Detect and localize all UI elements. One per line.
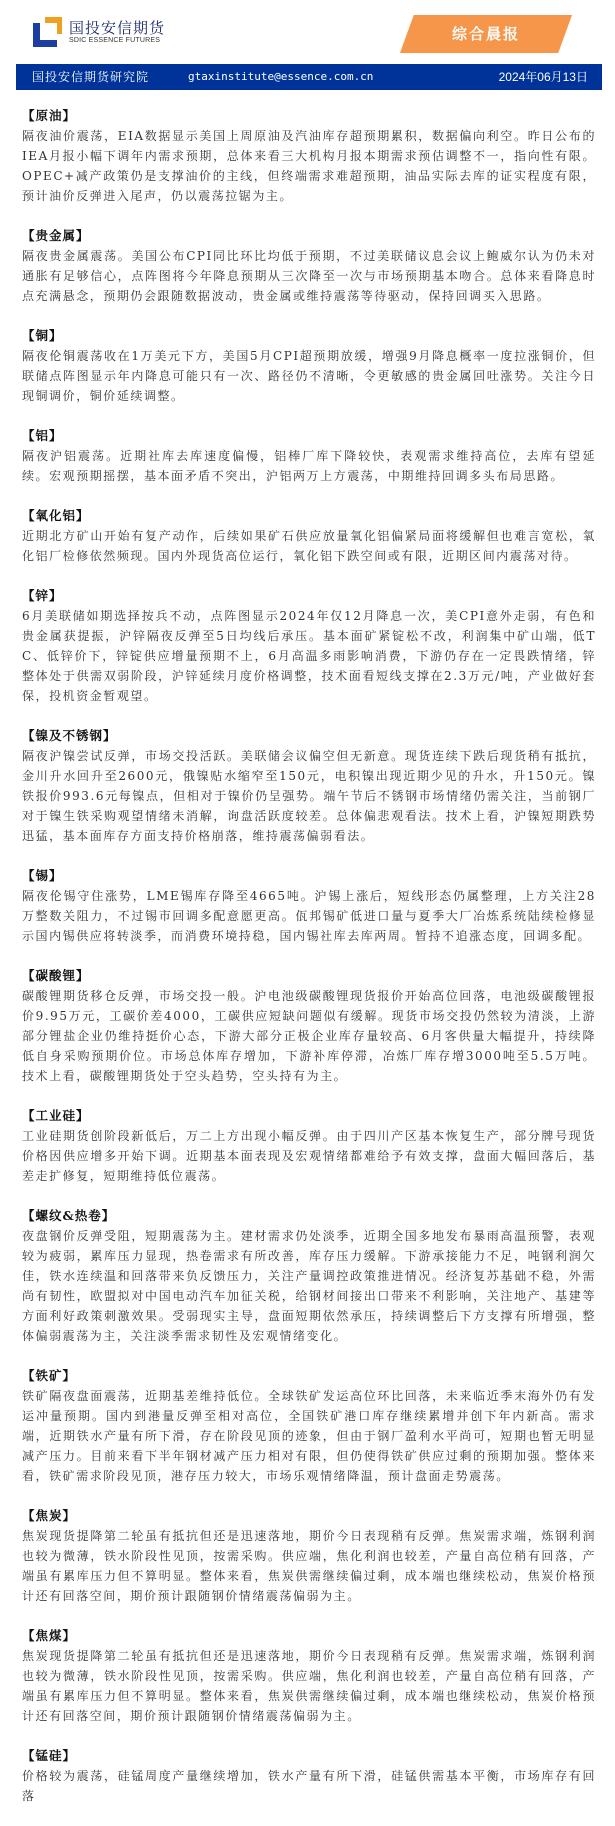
section-body: 焦炭现货提降第二轮虽有抵抗但还是迅速落地，期价今日表现稍有反弹。焦炭需求端，炼钢利润也较为微薄，铁水阶段性见顶，按需采购。供应端，焦化利润也较差，产量自高位稍有回落，产端虽有累库压力但不算明显。整体来看，焦炭供需继续偏过剩，成本端也继续松动，焦炭价格预计还有回落空间，期价预计跟随钢价情绪震荡偏弱为主。 [22, 1649, 596, 1723]
section-title: 【锰硅】 [22, 1748, 77, 1763]
section-title: 【螺纹&热卷】 [22, 1208, 116, 1223]
company-logo [33, 15, 166, 49]
section-title: 【铜】 [22, 328, 63, 343]
section-body: 工业硅期货创阶段新低后，万二上方出现小幅反弹。由于四川产区基本恢复生产，部分牌号现货价格因供应增多开始下调。近期基本面表现及宏观情绪都难给予有效支撑，盘面大幅回落后，基差走扩修复，短期维持低位震荡。 [22, 1129, 596, 1183]
report-content [22, 106, 596, 1826]
report-date: 2024年06月13日 [498, 70, 588, 84]
contact-email[interactable]: gtaxinstitute@essence.com.cn [188, 70, 374, 83]
section-title: 【原油】 [22, 108, 77, 123]
logo-chinese-name: 国投安信期货 [69, 19, 166, 37]
section-title: 【锌】 [22, 588, 63, 603]
section-coke [22, 1506, 596, 1606]
section-title: 【铝】 [22, 428, 63, 443]
info-band [16, 64, 602, 90]
section-title: 【镍及不锈钢】 [22, 728, 117, 743]
section-zinc [22, 586, 596, 706]
section-body: 焦炭现货提降第二轮虽有抵抗但还是迅速落地，期价今日表现稍有反弹。焦炭需求端，炼钢利润也较为微薄，铁水阶段性见顶，按需采购。供应端，焦化利润也较差，产量自高位稍有回落，产端虽有累库压力但不算明显。整体来看，焦炭供需继续偏过剩，成本端也继续松动，焦炭价格预计还有回落空间，期价预计跟随钢价情绪震荡偏弱为主。 [22, 1529, 596, 1603]
report-type-label: 综合晨报 [451, 25, 520, 43]
report-type-tag [400, 15, 572, 53]
logo-english-name: SDIC ESSENCE FUTURES [69, 37, 161, 44]
section-body: 近期北方矿山开始有复产动作，后续如果矿石供应放量氧化铝偏紧局面将缓解但也难言宽松，氧化铝厂检修依然频现。国内外现货高位运行，氧化铝下跌空间或有限，近期区间内震荡对待。 [22, 529, 596, 563]
section-body: 隔夜伦铜震荡收在1万美元下方，美国5月CPI超预期放缓，增强9月降息概率一度拉涨铜价，但联储点阵图显示年内降息可能只有一次、路径仍不清晰，令更敏感的贵金属回吐涨势。关注今日现铜调价，铜价延续调整。 [22, 349, 596, 403]
section-body: 隔夜沪铝震荡。近期社库去库速度偏慢，铝棒厂库下降较快，表观需求维持高位，去库有望延续。宏观预期摇摆，基本面矛盾不突出，沪铝两万上方震荡，中期维持回调多头布局思路。 [22, 449, 596, 483]
section-body: 隔夜贵金属震荡。美国公布CPI同比环比均低于预期，不过美联储议息会议上鲍威尔认为仍未对通胀有足够信心，点阵图将今年降息预期从三次降至一次与市场预期基本吻合。总体来看降息时点充满悬念，预期仍会跟随数据波动，贵金属或维持震荡等待驱动，保持回调买入思路。 [22, 249, 596, 303]
section-title: 【锡】 [22, 868, 63, 883]
section-body: 隔夜油价震荡，EIA数据显示美国上周原油及汽油库存超预期累积，数据偏向利空。昨日公布的IEA月报小幅下调年内需求预期，总体来看三大机构月报本期需求预估调整不一，指向性有限。OPEC+减产政策仍是支撑油价的主线，但终端需求难超预期，油品实际去库的证实程度有限，预计油价反弹进入尾声，仍以震荡拉锯为主。 [22, 129, 596, 203]
section-body: 夜盘钢价反弹受阻，短期震荡为主。建材需求仍处淡季，近期全国多地发布暴雨高温预警，表观较为疲弱，累库压力显现，热卷需求有所改善，库存压力缓解。下游承接能力不足，吨钢利润欠佳，铁水连续温和回落带来负反馈压力，关注产量调控政策推进情况。经济复苏基础不稳，外需尚有韧性，欧盟拟对中国电动汽车加征关税，给钢材间接出口带来不利影响，关注地产、基建等方面利好政策刺激效果。受弱现实主导，盘面短期依然承压，持续调整后下方支撑有所增强，整体偏弱震荡为主，关注淡季需求韧性及宏观情绪变化。 [22, 1229, 596, 1343]
section-alumina [22, 506, 596, 566]
section-title: 【贵金属】 [22, 228, 90, 243]
section-title: 【焦煤】 [22, 1628, 77, 1643]
section-precious-metals [22, 226, 596, 306]
section-nickel-stainless [22, 726, 596, 846]
section-copper [22, 326, 596, 406]
section-coking-coal [22, 1626, 596, 1726]
section-crude-oil [22, 106, 596, 206]
section-body: 碳酸锂期货移仓反弹，市场交投一般。沪电池级碳酸锂现货报价开始高位回落，电池级碳酸锂报价9.95万元，工碳价差4000，工碳供应短缺问题似有缓解。现货市场交投仍然较为清淡，上游部分锂盐企业仍维持挺价心态，下游大部分正极企业库存量较高、6月客供量大幅提升，持续降低自身采购预期价位。市场总体库存增加，下游补库停滞，冶炼厂库存增3000吨至5.5万吨。技术上看，碳酸锂期货处于空头趋势，空头持有为主。 [22, 989, 596, 1083]
section-aluminum [22, 426, 596, 486]
section-tin [22, 866, 596, 946]
section-body: 6月美联储如期选择按兵不动，点阵图显示2024年仅12月降息一次，美CPI意外走弱，有色和贵金属获提振，沪锌隔夜反弹至5日均线后承压。基本面矿紧锭松不改，利润集中矿山端，低TC、低锌价下，锌锭供应增量预期不上，6月高温多雨影响消费，下游仍存在一定畏跌情绪，锌整体处于供需双弱阶段，沪锌延续月度价格调整，技术面看短线支撑在2.3万元/吨，产业做好套保，投机资金暂观望。 [22, 609, 596, 703]
logo-mark-icon [33, 17, 63, 47]
section-body: 隔夜沪镍尝试反弹，市场交投活跃。美联储会议偏空但无新意。现货连续下跌后现货稍有抵抗，金川升水回升至2600元，俄镍贴水缩窄至150元，电积镍出现近期少见的升水，升150元。镍铁报价993.6元每镍点，但相对于镍价仍呈强势。端午节后不锈钢市场情绪仍需关注，当前钢厂对于镍生铁采购观望情绪未消解，询盘活跃度较差。总体偏悲观看法。技术上看，沪镍短期跌势迅猛，基本面库存方面支持价格崩落，维持震荡偏弱看法。 [22, 749, 596, 843]
section-body: 隔夜伦锡守住涨势，LME锡库存降至4665吨。沪锡上涨后，短线形态仍属整理，上方关注28万整数关阻力，不过锡市回调多配意愿更高。佤邦锡矿低进口量与夏季大厂冶炼系统陆续检修显示国内锡供应将转淡季，而消费环境持稳，国内锡社库去库两周。暂持不追涨态度，回调多配。 [22, 889, 596, 943]
section-iron-ore [22, 1366, 596, 1486]
section-title: 【工业硅】 [22, 1108, 90, 1123]
section-rebar-hot-coil [22, 1206, 596, 1346]
section-silicomanganese [22, 1746, 596, 1806]
section-title: 【碳酸锂】 [22, 968, 90, 983]
section-title: 【焦炭】 [22, 1508, 77, 1523]
section-body: 铁矿隔夜盘面震荡，近期基差维持低位。全球铁矿发运高位环比回落，未来临近季末海外仍有发运冲量预期。国内到港量反弹至相对高位，全国铁矿港口库存继续累增并创下年内新高。需求端，近期铁水产量有所下滑，存在阶段见顶的迹象，但由于钢厂盈利水平尚可，短期也暂无明显减产压力。目前来看下半年钢材减产压力相对有限，但仍使得铁矿供应过剩的预期加强。整体来看，铁矿需求阶段见顶，港存压力较大，市场乐观情绪降温，预计盘面走势震荡。 [22, 1389, 596, 1483]
section-body: 价格较为震荡，硅锰周度产量继续增加，铁水产量有所下滑，硅锰供需基本平衡，市场库存有回落 [22, 1769, 596, 1803]
section-title: 【氧化铝】 [22, 508, 90, 523]
section-lithium-carbonate [22, 966, 596, 1086]
institute-name: 国投安信期货研究院 [32, 70, 150, 84]
section-title: 【铁矿】 [22, 1368, 77, 1383]
report-header [0, 0, 615, 62]
section-industrial-silicon [22, 1106, 596, 1186]
